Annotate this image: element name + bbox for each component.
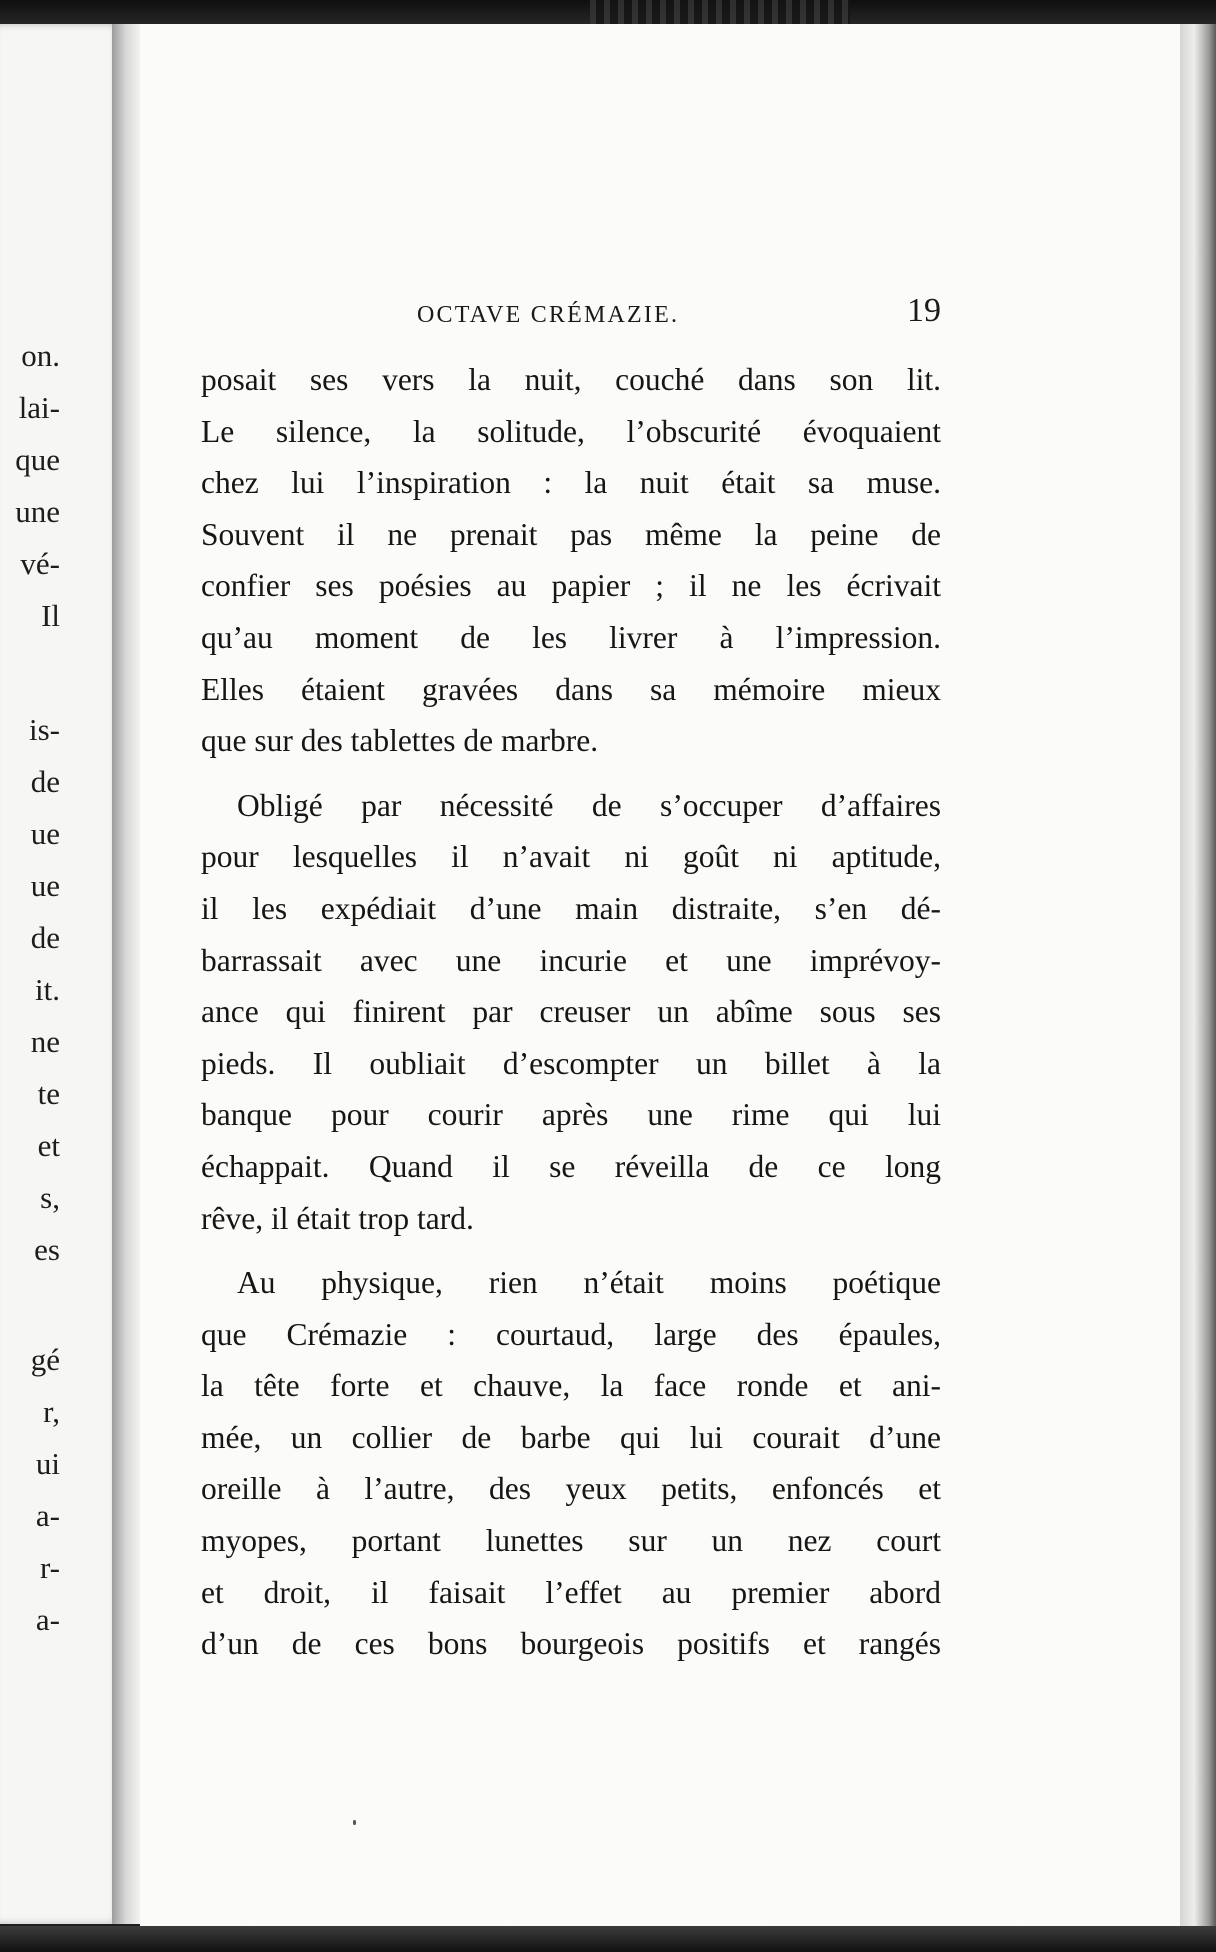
text-line: posait ses vers la nuit, couché dans son lit. <box>201 362 941 397</box>
left-fragment: que <box>15 442 60 477</box>
text-line: Elles étaient gravées dans sa mémoire mieux <box>201 671 941 707</box>
text-line: Obligé par nécessité de s’occuper d’affaires <box>237 787 941 823</box>
text-line: rêve, il était trop tard. <box>201 1200 474 1236</box>
left-fragment: ui <box>35 1446 60 1481</box>
left-fragment: ue <box>30 868 60 903</box>
left-fragment: une <box>15 494 60 529</box>
page-number: 19 <box>907 292 941 329</box>
left-fragment: Il <box>41 598 60 633</box>
left-fragment: r, <box>43 1394 60 1429</box>
left-fragment: te <box>37 1076 60 1111</box>
text-line: échappait. Quand il se réveilla de ce long <box>201 1148 941 1184</box>
left-fragment: a- <box>35 1498 60 1533</box>
text-line: que sur des tablettes de marbre. <box>201 723 599 759</box>
text-line: Le silence, la solitude, l’obscurité évoquaient <box>201 413 941 449</box>
text-line: que Crémazie : courtaud, large des épaules, <box>201 1316 941 1352</box>
left-fragment: vé- <box>20 546 60 581</box>
left-fragment: gé <box>30 1342 60 1377</box>
cover-pattern <box>590 0 850 26</box>
left-fragment: is- <box>29 712 60 747</box>
text-line: confier ses poésies au papier ; il ne les écrivait <box>201 568 941 604</box>
left-fragment: a- <box>35 1602 60 1637</box>
ink-speck <box>353 1820 356 1825</box>
left-fragment: r- <box>39 1550 60 1585</box>
text-line: la tête forte et chauve, la face ronde et ani- <box>201 1368 941 1404</box>
left-fragment: de <box>30 764 60 799</box>
text-line: ance qui finirent par creuser un abîme sous ses <box>201 994 941 1030</box>
text-line: oreille à l’autre, des yeux petits, enfoncés et <box>201 1471 941 1507</box>
left-fragment: ue <box>30 816 60 851</box>
text-line: Souvent il ne prenait pas même la peine de <box>201 516 941 552</box>
text-line: chez lui l’inspiration : la nuit était sa muse. <box>201 465 941 501</box>
text-line: banque pour courir après une rime qui lui <box>201 1097 941 1133</box>
left-fragment: de <box>30 920 60 955</box>
book-bottom-edge <box>0 1926 1216 1952</box>
running-head <box>201 292 941 332</box>
left-fragment: on. <box>21 338 60 373</box>
paragraph <box>201 354 941 767</box>
paragraph <box>201 1257 941 1670</box>
text-line: barrassait avec une incurie et une imprévoy- <box>201 942 941 978</box>
text-line: qu’au moment de les livrer à l’impression. <box>201 619 941 655</box>
left-fragment: it. <box>35 972 60 1007</box>
paragraph <box>201 780 941 1244</box>
body-text <box>201 354 941 1670</box>
left-facing-page <box>0 24 122 1924</box>
text-line: myopes, portant lunettes sur un nez court <box>201 1523 941 1559</box>
text-line: d’un de ces bons bourgeois positifs et rangés <box>201 1626 941 1662</box>
left-fragment: s, <box>40 1180 60 1215</box>
running-title: OCTAVE CRÉMAZIE. <box>417 302 680 328</box>
left-fragment: ne <box>30 1024 60 1059</box>
left-fragment: lai- <box>18 390 60 425</box>
text-line: Au physique, rien n’était moins poétique <box>237 1265 941 1301</box>
text-line: mée, un collier de barbe qui lui courait d’une <box>201 1419 941 1455</box>
text-line: et droit, il faisait l’effet au premier abord <box>201 1574 941 1610</box>
left-fragment: et <box>37 1128 60 1163</box>
left-fragment: es <box>34 1232 60 1267</box>
text-line: il les expédiait d’une main distraite, s’en dé- <box>201 890 941 926</box>
page-edge <box>1180 24 1216 1929</box>
text-line: pieds. Il oubliait d’escompter un billet à la <box>201 1045 941 1081</box>
text-line: pour lesquelles il n’avait ni goût ni aptitude, <box>201 839 941 875</box>
